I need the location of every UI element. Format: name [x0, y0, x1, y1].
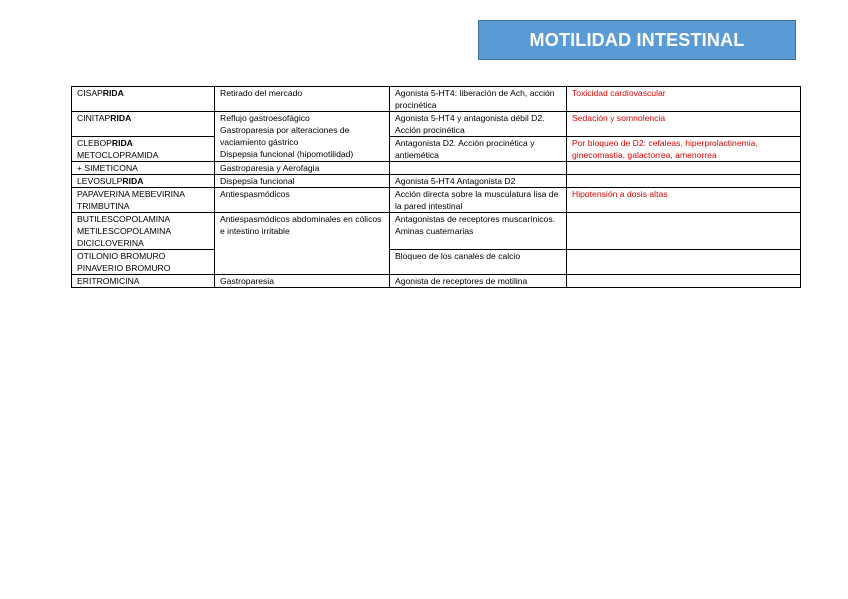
- mechanism-cell: Agonista de receptores de motilina: [390, 275, 567, 288]
- use-text: Antiespasmódicos: [220, 189, 290, 199]
- use-text: Antiespasmódicos abdominales en cólicos e intestino irritable: [220, 214, 382, 236]
- drug-cell: [72, 175, 215, 188]
- drug-name: TRIMBUTINA: [77, 201, 130, 211]
- use-cell: [215, 213, 390, 275]
- drug-name: DICICLOVERINA: [77, 238, 144, 248]
- mechanism-cell: [390, 162, 567, 175]
- use-text: Dispepsia funcional (hipomotilidad): [220, 149, 354, 159]
- effects-cell: Por bloqueo de D2: cefaleas, hiperprolactinemia, ginecomastia, galactorrea, amenorrea: [567, 137, 801, 162]
- use-text: Dispepsia funcional: [220, 176, 295, 186]
- drug-name: LEVOSULPRIDA: [77, 176, 144, 186]
- use-text: Retirado del mercado: [220, 88, 303, 98]
- table-row: [72, 162, 801, 175]
- mechanism-cell: Bloqueo de los canales de calcio: [390, 250, 567, 275]
- use-cell: [215, 188, 390, 213]
- effects-cell: [567, 275, 801, 288]
- drug-cell: [72, 250, 215, 275]
- table-row: [72, 175, 801, 188]
- table-row: [72, 87, 801, 112]
- drug-name: CLEBOPRIDA: [77, 138, 133, 148]
- table-row: [72, 275, 801, 288]
- use-cell: [215, 275, 390, 288]
- drug-cell: [72, 137, 215, 162]
- use-text: Gastroparesia por alteraciones de vaciamiento gástrico: [220, 125, 350, 147]
- use-cell: [215, 175, 390, 188]
- effects-cell: [567, 162, 801, 175]
- table-row: [72, 112, 801, 137]
- drug-name: CINITAPRIDA: [77, 113, 132, 123]
- effects-cell: Toxicidad cardiovascular: [567, 87, 801, 112]
- use-text: Gastroparesia y Aerofagia: [220, 163, 320, 173]
- drug-name: ERITROMICINA: [77, 276, 140, 286]
- drug-name: PINAVERIO BROMURO: [77, 263, 171, 273]
- drug-cell: [72, 87, 215, 112]
- mechanism-cell: Antagonista D2. Acción procinética y antiemética: [390, 137, 567, 162]
- drug-cell: [72, 162, 215, 175]
- drug-name: PAPAVERINA MEBEVIRINA: [77, 189, 185, 199]
- mechanism-cell: Agonista 5-HT4 Antagonista D2: [390, 175, 567, 188]
- drug-cell: [72, 213, 215, 250]
- table-row: [72, 213, 801, 250]
- mechanism-cell: Agonista 5-HT4: liberación de Ach, acción procinética: [390, 87, 567, 112]
- drug-name: OTILONIO BROMURO: [77, 251, 166, 261]
- use-cell: [215, 112, 390, 162]
- effects-cell: Sedación y somnolencia: [567, 112, 801, 137]
- effects-cell: Hipotensión a dosis altas: [567, 188, 801, 213]
- drug-cell: [72, 112, 215, 137]
- use-text: Gastroparesia: [220, 276, 274, 286]
- drug-name: BUTILESCOPOLAMINA: [77, 214, 171, 224]
- use-cell: [215, 87, 390, 112]
- drug-name: CISAPRIDA: [77, 88, 124, 98]
- drug-name: METOCLOPRAMIDA: [77, 150, 159, 160]
- drug-table: [71, 86, 801, 288]
- effects-cell: [567, 213, 801, 250]
- table-row: [72, 188, 801, 213]
- mechanism-cell: Antagonistas de receptores muscarínicos. Aminas cuaternarias: [390, 213, 567, 250]
- drug-cell: [72, 188, 215, 213]
- drug-name: + SIMETICONA: [77, 163, 138, 173]
- drug-name: METILESCOPOLAMINA: [77, 226, 172, 236]
- mechanism-cell: Agonista 5-HT4 y antagonista débil D2. Acción procinética: [390, 112, 567, 137]
- table-row: [72, 137, 801, 162]
- page-title: MOTILIDAD INTESTINAL: [478, 20, 796, 60]
- effects-cell: [567, 250, 801, 275]
- effects-cell: [567, 175, 801, 188]
- table-row: [72, 250, 801, 275]
- drug-cell: [72, 275, 215, 288]
- use-cell: [215, 162, 390, 175]
- mechanism-cell: Acción directa sobre la musculatura lisa de la pared intestinal: [390, 188, 567, 213]
- use-text: Reflujo gastroesofágico: [220, 113, 310, 123]
